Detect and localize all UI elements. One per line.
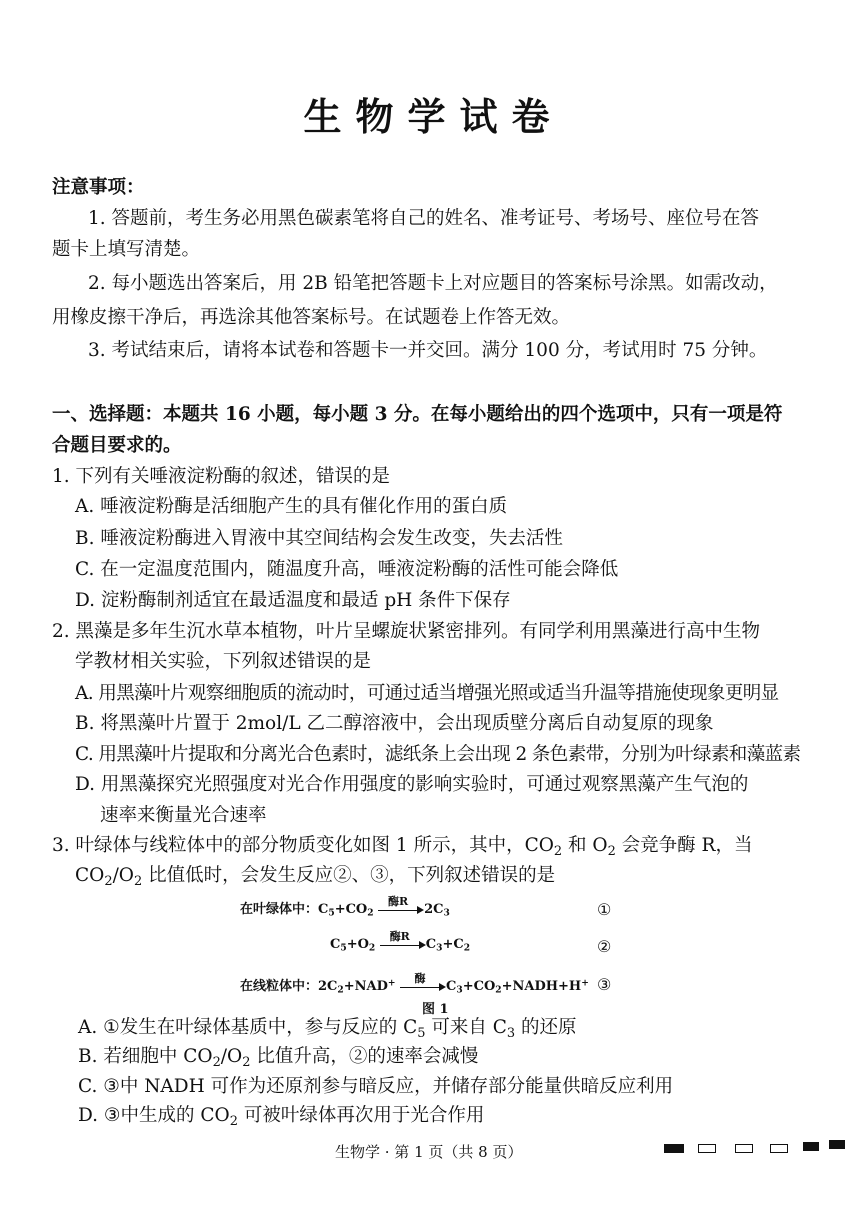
q2-option-d-line-1: D. 用黑藻探究光照强度对光合作用强度的影响实验时，可通过观察黑藻产生气泡的	[75, 774, 749, 795]
notice-heading: 注意事项：	[52, 177, 145, 198]
q3-option-a: A. ①发生在叶绿体基质中，参与反应的 $C_5$ 可来自 $C_3$ 的还原	[78, 1017, 577, 1041]
q3-option-c: C. ③中 NADH 可作为还原剂参与暗反应，并储存部分能量供暗反应利用	[78, 1076, 674, 1097]
page-title: 生物学试卷	[303, 94, 564, 139]
reaction-arrow: 酶R	[378, 905, 424, 915]
q3-option-d: D. ③中生成的 $CO_2$ 可被叶绿体再次用于光合作用	[78, 1105, 485, 1129]
q1-option-d: D. 淀粉酶制剂适宜在最适温度和最适 pH 条件下保存	[75, 590, 511, 611]
page-footer: 生物学 · 第 1 页（共 8 页）	[335, 1143, 523, 1161]
figure-equation-1: 在叶绿体中：$C_5+CO_2$ 酶R $2C_3$	[240, 894, 450, 919]
equation-3-number: ③	[597, 975, 612, 994]
equation-1-number: ①	[597, 900, 612, 919]
q2-stem-line-2: 学教材相关实验，下列叙述错误的是	[75, 651, 372, 672]
q3-option-b: B. 若细胞中 $CO_2/O_2$ 比值升高，②的速率会减慢	[78, 1046, 479, 1070]
q1-stem: 1. 下列有关唾液淀粉酶的叙述，错误的是	[52, 466, 391, 487]
scan-mark	[803, 1142, 819, 1151]
q3-stem-line-2: $CO_2/O_2$ 比值低时，会发生反应②、③，下列叙述错误的是	[75, 865, 556, 889]
section-heading-line-2: 合题目要求的。	[52, 435, 182, 456]
q3-stem-line-1: 3. 叶绿体与线粒体中的部分物质变化如图 1 所示，其中，$CO_2$ 和 $O_2$ 会竞争酶 R，当	[52, 835, 753, 859]
q1-option-c: C. 在一定温度范围内，随温度升高，唾液淀粉酶的活性可能会降低	[75, 559, 619, 580]
reaction-arrow: 酶	[400, 982, 446, 992]
equation-2-number: ②	[597, 937, 612, 956]
q1-option-b: B. 唾液淀粉酶进入胃液中其空间结构会发生改变，失去活性	[75, 528, 563, 549]
q1-option-a: A. 唾液淀粉酶是活细胞产生的具有催化作用的蛋白质	[75, 496, 508, 517]
q2-option-a: A. 用黑藻叶片观察细胞质的流动时，可通过适当增强光照或适当升温等措施使现象更明显	[75, 683, 779, 704]
scan-mark	[770, 1144, 788, 1153]
q2-option-b: B. 将黑藻叶片置于 2mol/L 乙二醇溶液中，会出现质壁分离后自动复原的现象	[75, 713, 714, 734]
figure-caption: 图 1	[422, 1002, 449, 1017]
scan-mark	[698, 1144, 716, 1153]
q2-option-d-line-2: 速率来衡量光合速率	[100, 805, 267, 826]
figure-equation-2: $C_5+O_2$ 酶R $C_3+C_2$	[330, 929, 471, 954]
q2-option-c: C. 用黑藻叶片提取和分离光合色素时，滤纸条上会出现 2 条色素带，分别为叶绿素和藻蓝素	[75, 744, 801, 765]
figure-equation-3: 在线粒体中：$2C_2+NAD^+$ 酶 $C_3+CO_2+NADH+H^+$	[240, 971, 589, 996]
scan-mark	[735, 1144, 753, 1153]
scan-mark	[664, 1144, 684, 1153]
section-heading-line-1: 一、选择题：本题共 16 小题，每小题 3 分。在每小题给出的四个选项中，只有一项是符	[52, 404, 783, 425]
notice-line-3: 2. 每小题选出答案后，用 2B 铅笔把答题卡上对应题目的答案标号涂黑。如需改动，	[88, 273, 778, 294]
q2-stem-line-1: 2. 黑藻是多年生沉水草本植物，叶片呈螺旋状紧密排列。有同学利用黑藻进行高中生物	[52, 621, 761, 642]
notice-line-2: 题卡上填写清楚。	[52, 239, 201, 260]
notice-line-4: 用橡皮擦干净后，再选涂其他答案标号。在试题卷上作答无效。	[52, 307, 571, 328]
notice-line-5: 3. 考试结束后，请将本试卷和答题卡一并交回。满分 100 分，考试用时 75 分钟。	[88, 340, 768, 361]
reaction-arrow: 酶R	[380, 940, 426, 950]
notice-line-1: 1. 答题前，考生务必用黑色碳素笔将自己的姓名、准考证号、考场号、座位号在答	[88, 208, 760, 229]
scan-mark	[829, 1140, 845, 1149]
